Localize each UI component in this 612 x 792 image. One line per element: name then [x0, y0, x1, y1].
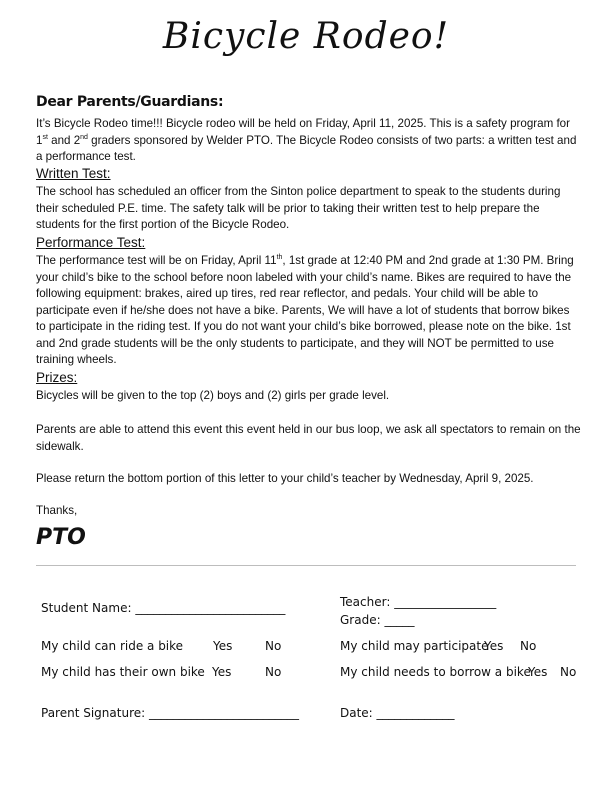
- prizes-heading: Prizes:: [36, 370, 78, 385]
- performance-text-b: , 1st grade at 12:40 PM and 2nd grade at 1:30 PM. Bring your child’s bike to the school before noon labeled with your child’s name. Bikes are required to have the following equipment: brakes, aired up tires, red rear reflector, and pedals. Your child will be able to participate even if he/she does not have a bike. Parents, We will have a lot of students that borrow bikes to participate in the riding test. If you do not want your child’s bike borrowed, please note on the bike. 1st and 2nd grade students will be the only students to participate, and they will NOT be permitted to use training wheels.: [36, 254, 574, 366]
- ride-bike-no-option[interactable]: No: [265, 639, 282, 653]
- prizes-paragraph: Bicycles will be given to the top (2) boys and (2) girls per grade level.: [36, 389, 390, 402]
- performance-text-a: The performance test will be on Friday, April 11: [36, 254, 277, 267]
- intro-sup-1: st: [42, 133, 48, 141]
- participate-no-option[interactable]: No: [520, 639, 537, 653]
- return-paragraph: Please return the bottom portion of this letter to your child’s teacher by Wednesday, April 9, 2025.: [36, 472, 534, 485]
- parent-signature-field[interactable]: Parent Signature: _________________________: [41, 706, 299, 720]
- divider: [36, 565, 576, 566]
- borrow-bike-label: My child needs to borrow a bike: [340, 665, 531, 679]
- student-name-field[interactable]: Student Name: _________________________: [41, 601, 286, 615]
- borrow-bike-yes-option[interactable]: Yes: [528, 665, 548, 679]
- intro-text-b: and 2: [47, 133, 81, 147]
- performance-test-heading: Performance Test:: [36, 235, 146, 250]
- performance-sup: th: [276, 254, 283, 261]
- own-bike-no-option[interactable]: No: [265, 665, 282, 679]
- own-bike-label: My child has their own bike: [41, 665, 205, 679]
- thanks-text: Thanks,: [36, 504, 78, 517]
- borrow-bike-no-option[interactable]: No: [560, 665, 577, 679]
- own-bike-yes-option[interactable]: Yes: [212, 665, 232, 679]
- page-title: Bicycle Rodeo!: [162, 16, 450, 57]
- attend-paragraph: Parents are able to attend this event this event held in our bus loop, we ask all spectators to remain on the sidewalk.: [36, 423, 581, 453]
- ride-bike-label: My child can ride a bike: [41, 639, 184, 653]
- intro-paragraph: [36, 116, 582, 166]
- signoff-signature: PTO: [36, 525, 86, 550]
- written-test-heading: Written Test:: [36, 166, 111, 181]
- grade-field[interactable]: Grade: _____: [340, 613, 415, 627]
- participate-yes-option[interactable]: Yes: [484, 639, 504, 653]
- participate-label: My child may participate: [340, 639, 489, 653]
- teacher-field[interactable]: Teacher: _________________: [340, 595, 497, 609]
- written-test-paragraph: The school has scheduled an officer from the Sinton police department to speak to the students during their scheduled P.E. time. The safety talk will be prior to taking their written test to help prepare the students for the first portion of the Bicycle Rodeo.: [36, 185, 561, 231]
- intro-text-a: It’s Bicycle Rodeo time!!! Bicycle rodeo will be held on Friday, April 11, 2025. This is a safety program for 1: [36, 117, 570, 147]
- salutation: Dear Parents/Guardians:: [36, 94, 224, 110]
- intro-sup-2: nd: [80, 133, 88, 141]
- performance-test-paragraph: [36, 253, 582, 369]
- ride-bike-yes-option[interactable]: Yes: [213, 639, 233, 653]
- intro-text-c: graders sponsored by Welder PTO. The Bicycle Rodeo consists of two parts: a written test and a performance test.: [36, 133, 577, 163]
- date-field[interactable]: Date: _____________: [340, 706, 455, 720]
